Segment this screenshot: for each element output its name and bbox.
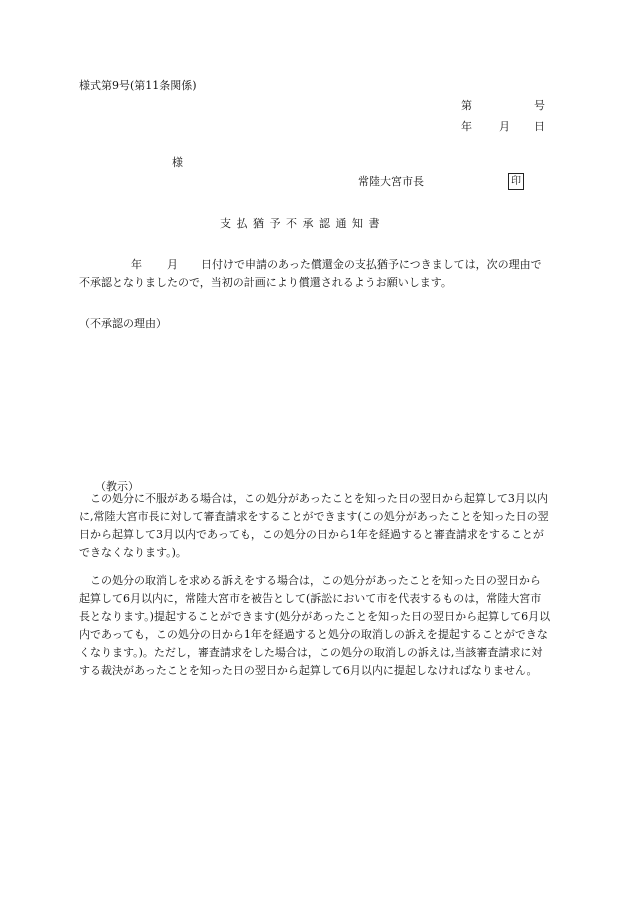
seal-mark: 印 — [508, 173, 524, 190]
notice-paragraph-appeal: この処分に不服がある場合は，この処分があったことを知った日の翌日から起算して3月以内に,常陸大宮市長に対して審査請求をすることができます(この処分があったことを知った日の翌日から起算して3月以内であっても，この処分の日から1年を経過すると審査請求をすることができなくなります。)。 — [79, 492, 549, 559]
date-day: 日 — [534, 120, 545, 133]
addressee-honorific: 様 — [172, 156, 183, 169]
notice-heading: （教示） — [95, 480, 139, 493]
date-year: 年 — [461, 120, 472, 133]
number-prefix: 第 — [461, 99, 472, 112]
form-number-label: 様式第9号(第11条関係) — [79, 79, 197, 92]
document-title: 支払猶予不承認通知書 — [220, 217, 385, 230]
reason-heading: （不承認の理由） — [79, 317, 167, 330]
issuer-name: 常陸大宮市長 — [358, 175, 424, 188]
body-paragraph — [79, 256, 551, 292]
date-month: 月 — [499, 120, 510, 133]
number-suffix: 号 — [534, 99, 545, 112]
notice-paragraph-lawsuit: この処分の取消しを求める訴えをする場合は，この処分があったことを知った日の翌日から起算して6月以内に，常陸大宮市を被告として(訴訟において市を代表するものは，常陸大宮市長となります。)提起することができます(処分があったことを知った日の翌日から起算して6月以内であっても，この処分の日から1年を経過すると処分の取消しの訴えを提起することができなくなります。)。ただし，審査請求をした場合は，この処分の取消しの訴えは,当該審査請求に対する裁決があったことを知った日の翌日から起算して6月以内に提起しなければなりません。 — [79, 574, 551, 677]
body-text: 日付けで申請のあった償還金の支払猶予につきましては，次の理由で不承認となりましたので，当初の計画により償還されるようお願いします。 — [79, 258, 542, 289]
body-date-month: 月 — [167, 258, 178, 271]
body-date-year: 年 — [131, 258, 142, 271]
